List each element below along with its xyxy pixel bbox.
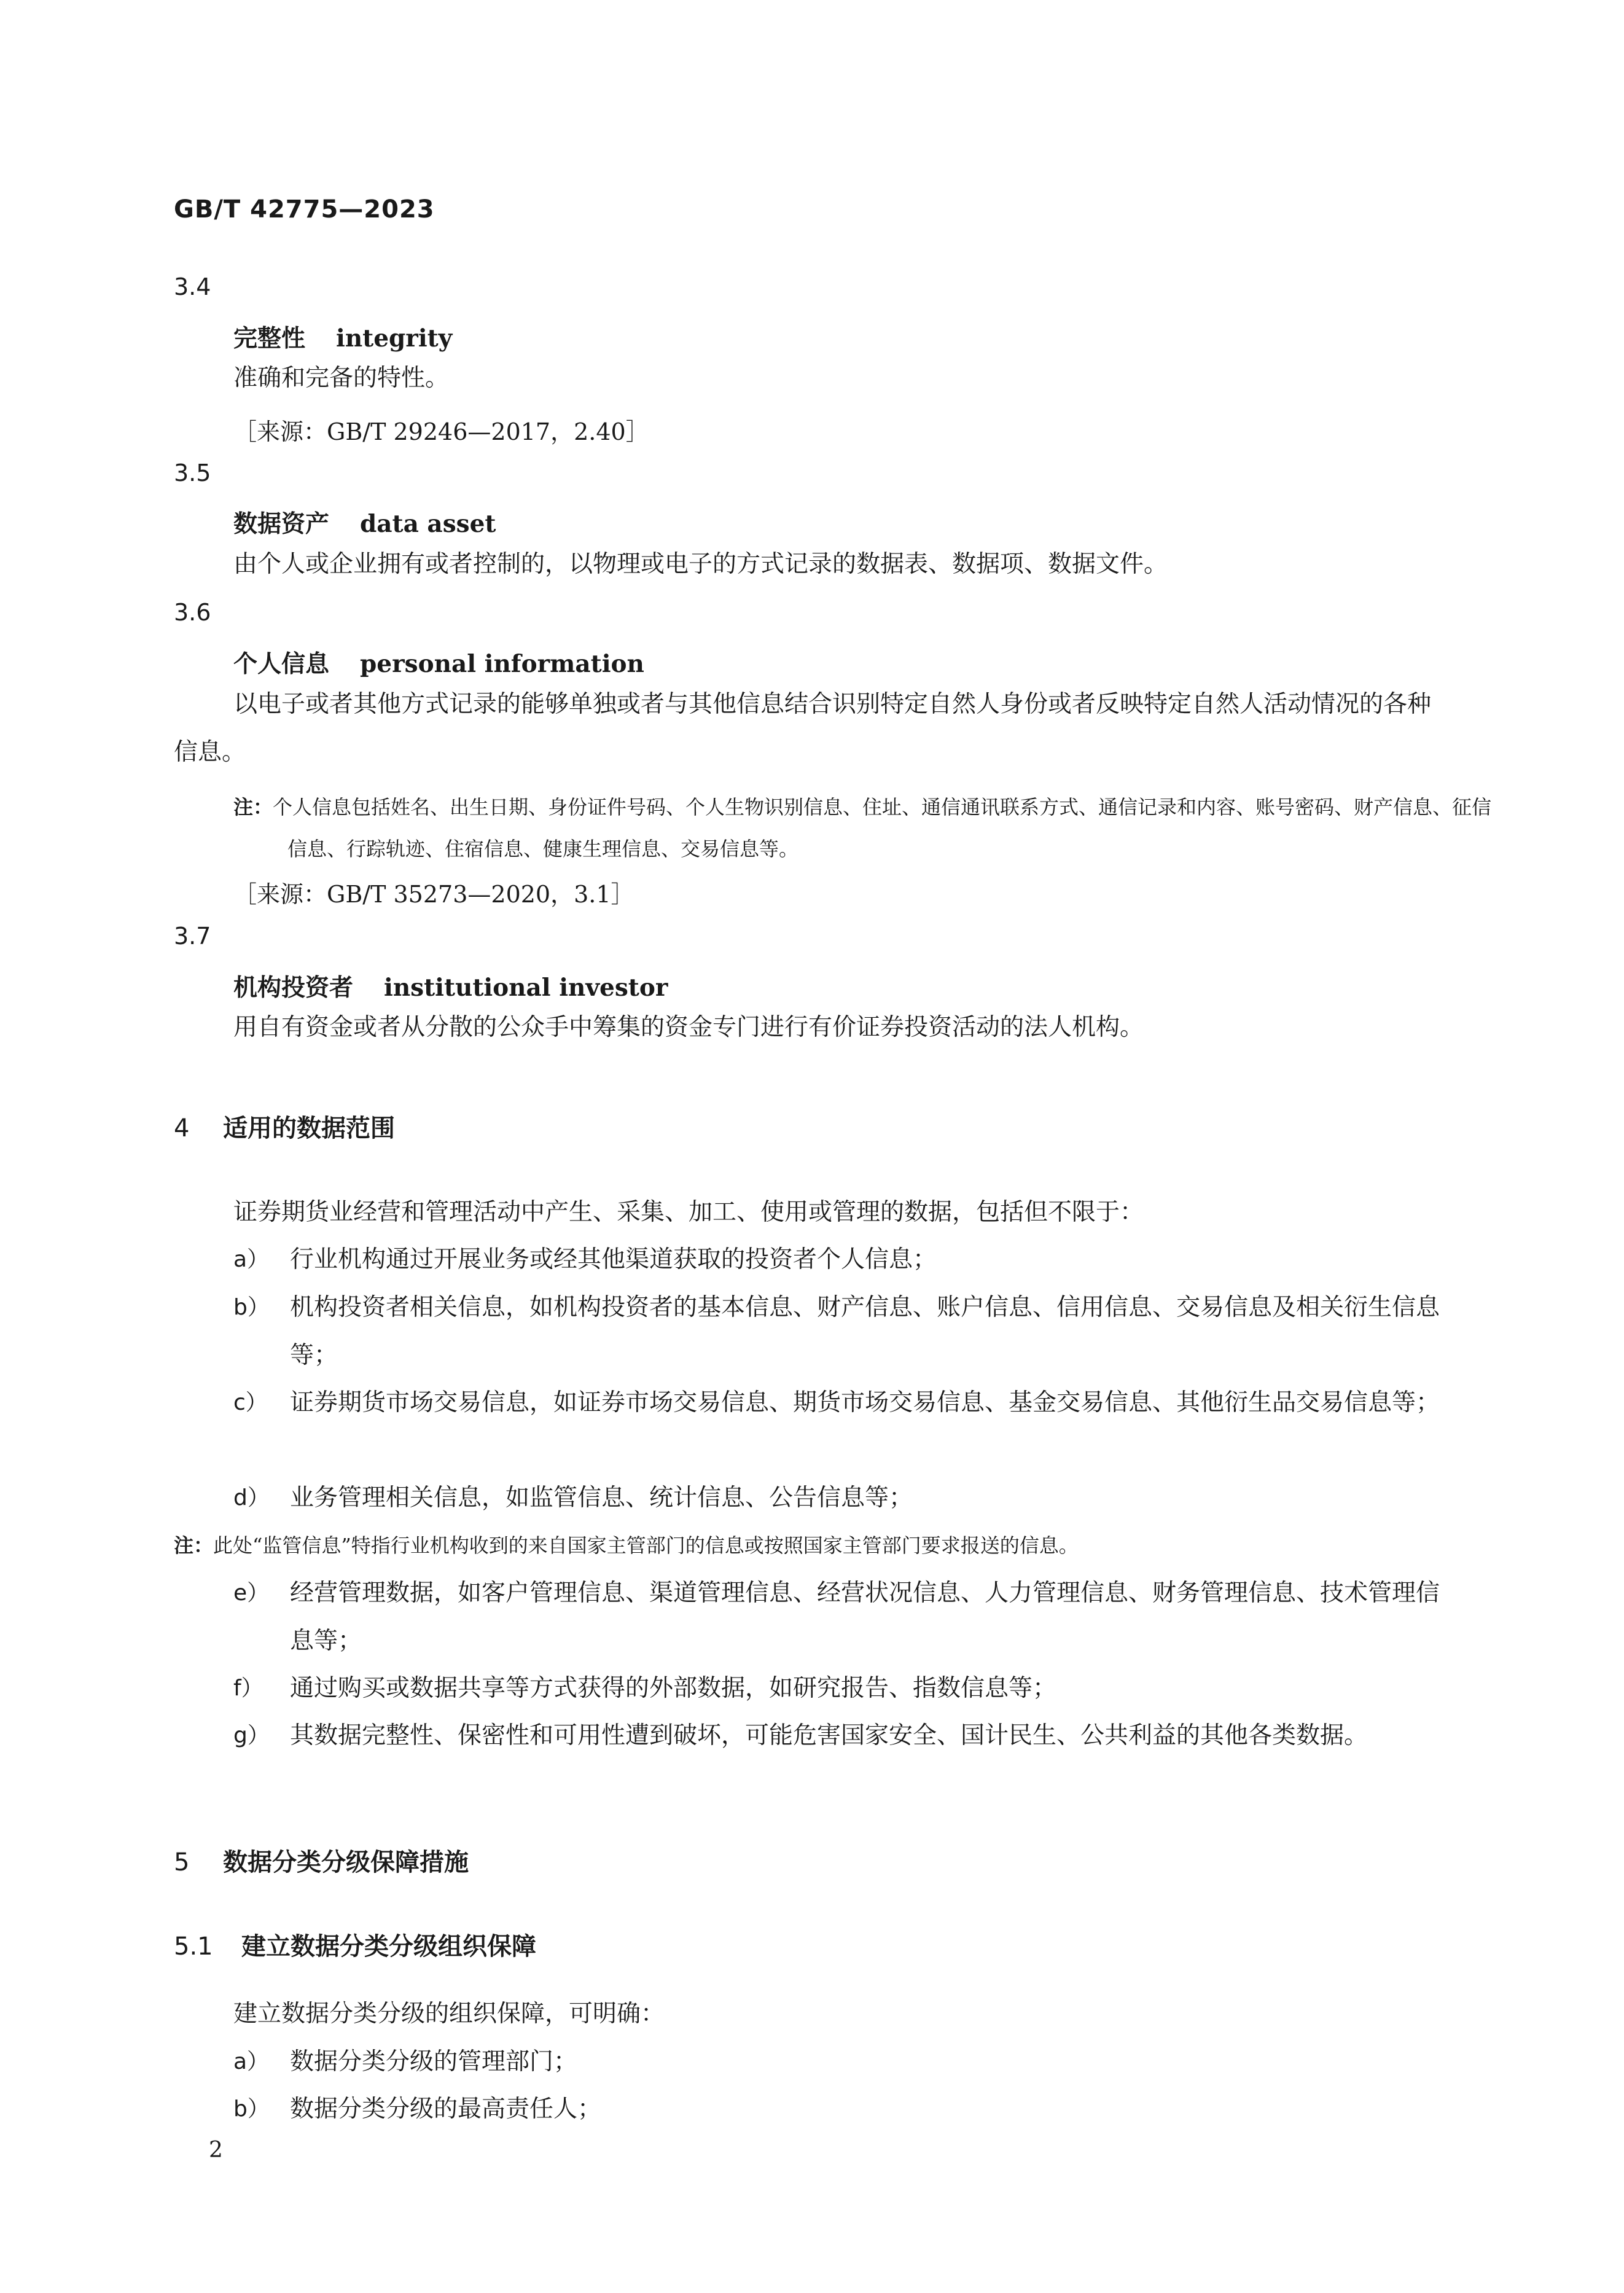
term-heading [233, 505, 496, 539]
list-letter: e） [233, 1580, 270, 1606]
list-item [233, 1665, 1450, 1713]
list-text: 经营管理数据，如客户管理信息、渠道管理信息、经营状况信息、人力管理信息、财务管理信息、技术管理信息等； [290, 1579, 1440, 1655]
list-letter: a） [233, 2049, 270, 2074]
list-letter: d） [233, 1485, 270, 1510]
term-definition: 由个人或企业拥有或者控制的，以物理或电子的方式记录的数据表、数据项、数据文件。 [233, 550, 1168, 578]
list-text: 通过购买或数据共享等方式获得的外部数据，如研究报告、指数信息等； [290, 1674, 1057, 1702]
subsection-intro: 建立数据分类分级的组织保障，可明确： [233, 2000, 665, 2028]
list-item [233, 1379, 1450, 1427]
term-heading [233, 645, 644, 679]
note-label: 注： [174, 1534, 214, 1557]
term-definition: 以电子或者其他方式记录的能够单独或者与其他信息结合识别特定自然人身份或者反映特定自然人活动情况的各种信息。 [174, 690, 1432, 766]
subsection-heading [174, 1927, 536, 1962]
term-en: integrity [336, 324, 453, 353]
term-note [233, 786, 1504, 870]
standard-code-header: GB/T 42775—2023 [174, 195, 435, 224]
term-heading [233, 319, 452, 354]
list-item [233, 2085, 1450, 2133]
note-text: 个人信息包括姓名、出生日期、身份证件号码、个人生物识别信息、住址、通信通讯联系方式、通信记录和内容、账号密码、财产信息、征信信息、行踪轨迹、住宿信息、健康生理信息、交易信息等。 [273, 795, 1492, 861]
list-letter: b） [233, 2096, 270, 2122]
list-item [233, 1474, 1450, 1522]
section-number: 5 [174, 1848, 190, 1877]
list-text: 业务管理相关信息，如监管信息、统计信息、公告信息等； [290, 1484, 913, 1512]
list-text: 数据分类分级的管理部门； [290, 2048, 578, 2076]
list-item [233, 1284, 1450, 1380]
term-en: personal information [360, 650, 644, 678]
term-zh: 数据资产 [233, 510, 330, 538]
section-title: 数据分类分级保障措施 [223, 1848, 469, 1877]
term-definition: 准确和完备的特性。 [233, 364, 450, 392]
term-number: 3.6 [174, 599, 211, 626]
list-item [233, 2038, 1450, 2086]
term-zh: 机构投资者 [233, 974, 354, 1002]
list-letter: f） [233, 1676, 264, 1701]
list-text: 证券期货市场交易信息，如证券市场交易信息、期货市场交易信息、基金交易信息、其他衍生品交易信息等； [290, 1389, 1440, 1416]
list-letter: c） [233, 1390, 268, 1415]
section-intro: 证券期货业经营和管理活动中产生、采集、加工、使用或管理的数据，包括但不限于： [233, 1198, 1144, 1226]
term-number: 3.5 [174, 459, 211, 486]
list-text: 机构投资者相关信息，如机构投资者的基本信息、财产信息、账户信息、信用信息、交易信息及相关衍生信息等； [290, 1294, 1440, 1369]
note-text: 此处“监管信息”特指行业机构收到的来自国家主管部门的信息或按照国家主管部门要求报送的信息。 [213, 1534, 1079, 1557]
term-zh: 个人信息 [233, 650, 330, 678]
term-en: data asset [360, 510, 496, 538]
list-letter: a） [233, 1247, 270, 1272]
list-letter: b） [233, 1295, 270, 1320]
term-en: institutional investor [384, 974, 668, 1002]
section-number: 4 [174, 1114, 190, 1143]
list-text: 其数据完整性、保密性和可用性遭到破坏，可能危害国家安全、国计民生、公共利益的其他各类数据。 [290, 1722, 1368, 1749]
term-definition: 用自有资金或者从分散的公众手中筹集的资金专门进行有价证券投资活动的法人机构。 [233, 1014, 1144, 1041]
term-number: 3.4 [174, 273, 211, 300]
list-text: 行业机构通过开展业务或经其他渠道获取的投资者个人信息； [290, 1246, 937, 1273]
list-text: 数据分类分级的最高责任人； [290, 2095, 602, 2123]
list-item [233, 1712, 1450, 1760]
term-number: 3.7 [174, 923, 211, 950]
term-heading [233, 969, 668, 1003]
section-heading [174, 1843, 469, 1878]
list-item [233, 1236, 1450, 1284]
subsection-number: 5.1 [174, 1932, 213, 1961]
list-item [233, 1569, 1450, 1665]
section-heading [174, 1109, 395, 1144]
subsection-title: 建立数据分类分级组织保障 [241, 1932, 536, 1961]
note-label: 注： [233, 795, 273, 819]
section-note [174, 1525, 1464, 1566]
list-letter: g） [233, 1723, 270, 1748]
page-number: 2 [209, 2138, 223, 2163]
term-zh: 完整性 [233, 325, 306, 353]
section-title: 适用的数据范围 [223, 1114, 395, 1143]
term-source: ［来源：GB/T 35273—2020，3.1］ [233, 881, 634, 908]
term-source: ［来源：GB/T 29246—2017，2.40］ [233, 418, 649, 445]
